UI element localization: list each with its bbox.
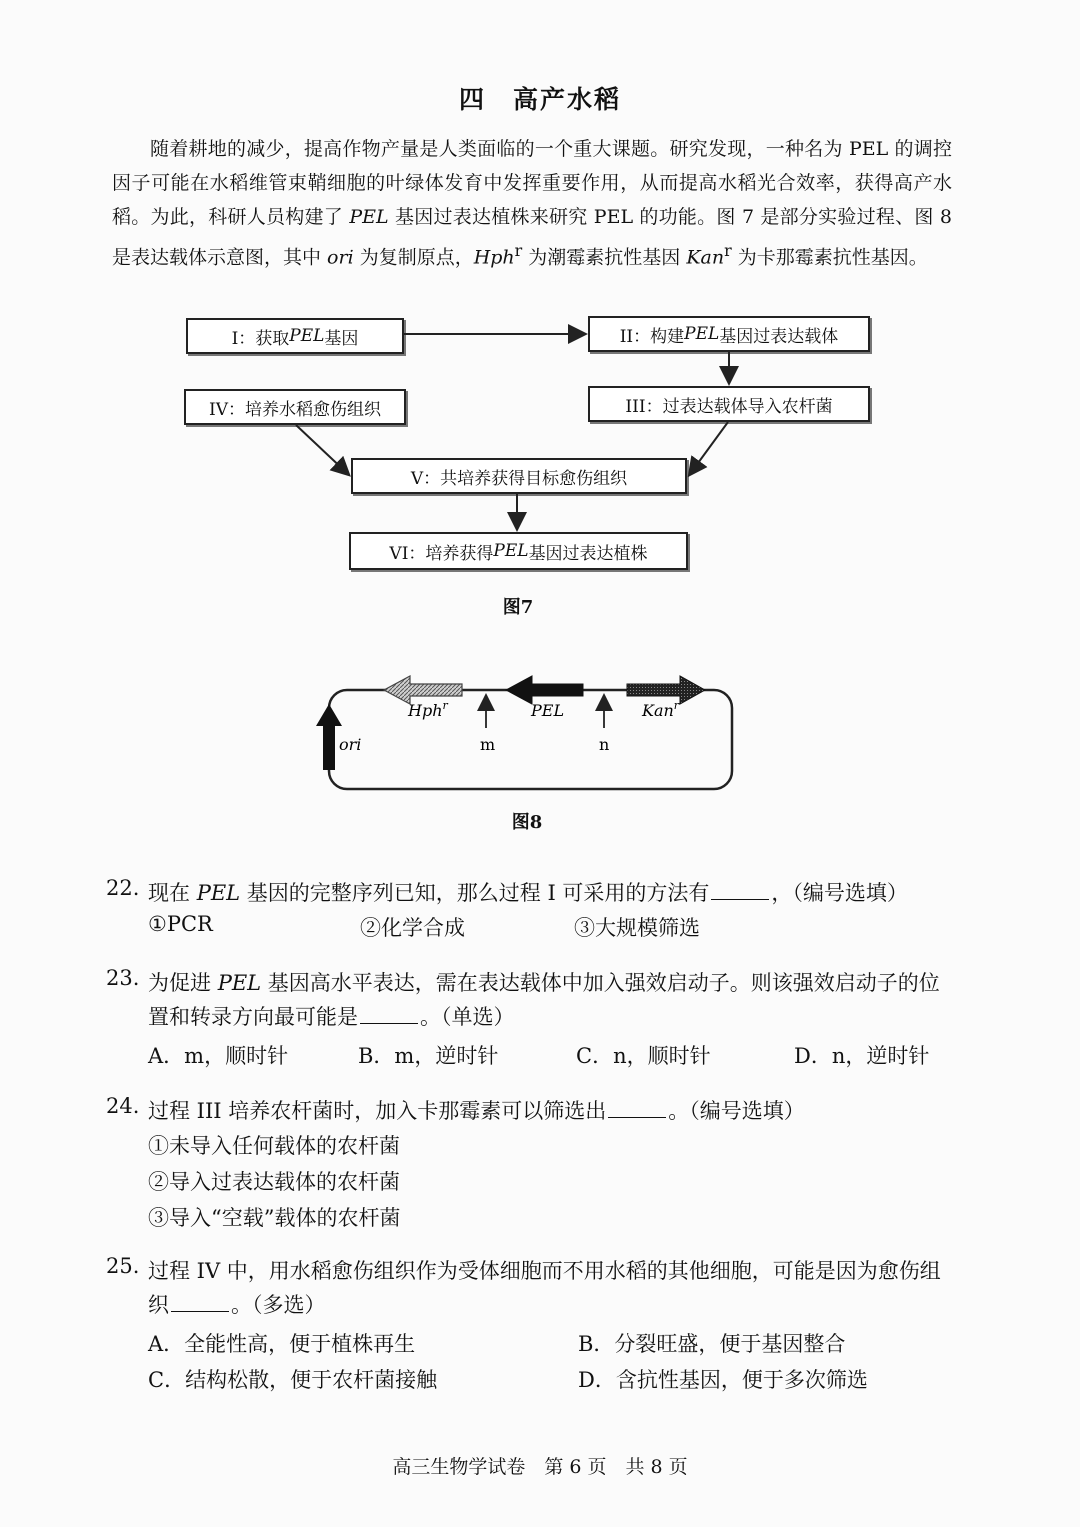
pel-gene-arrow [506, 676, 583, 704]
answer-blank[interactable] [171, 1291, 229, 1312]
intro-text: 随着耕地的减少，提高作物产量是人类面临的一个重大课题。研究发现，一种名为 PEL 的调控因子可能在水稻维管束鞘细胞的叶绿体发育中发挥重要作用，从而提高水稻光合效率，获得高产水稻。为此，科研人员构建了 [112, 138, 952, 228]
option-d: D．n，逆时针 [794, 1044, 930, 1068]
question-number: 23. [106, 966, 140, 990]
hph-gene-arrow [384, 676, 462, 704]
option-c: C．结构松散，便于农杆菌接触 [148, 1368, 438, 1392]
question-number: 24. [106, 1094, 140, 1118]
intro-text: 为复制原点， [353, 246, 474, 269]
option-b: B．分裂旺盛，便于基因整合 [578, 1332, 846, 1356]
hph-label: Hph$^r$ [408, 699, 448, 720]
site-n-label: n [599, 735, 610, 754]
kan-sup: r [724, 241, 732, 260]
figure-8-caption: 图8 [511, 812, 543, 833]
option-1: ①未导入任何载体的农杆菌 [148, 1134, 400, 1158]
option-d: D．含抗性基因，便于多次筛选 [578, 1368, 868, 1392]
step-2-box: II：构建 PEL 基因过表达载体 [588, 316, 870, 352]
option-a: A．全能性高，便于植株再生 [148, 1332, 416, 1356]
option-b: B．m，逆时针 [358, 1044, 499, 1068]
step-5-box: V：共培养获得目标愈伤组织 [351, 458, 687, 494]
answer-blank[interactable] [360, 1003, 418, 1024]
page-footer: 高三生物学试卷 第 6 页 共 8 页 [392, 1456, 688, 1478]
option-3: ③导入“空载”载体的农杆菌 [148, 1206, 401, 1230]
step-1-box: I：获取 PEL 基因 [186, 318, 404, 354]
hph-term: Hph [473, 246, 515, 269]
option-3: ③大规模筛选 [574, 916, 700, 940]
answer-blank[interactable] [711, 879, 769, 900]
intro-text: 为潮霉素抗性基因 [522, 246, 687, 269]
ori-label: ori [339, 735, 362, 754]
kan-gene-arrow [627, 676, 705, 704]
intro-text: 为卡那霉素抗性基因。 [731, 246, 928, 269]
plasmid-diagram [0, 660, 1080, 810]
hph-sup: r [514, 241, 523, 260]
kan-term: Kan [686, 246, 725, 269]
ori-term: ori [327, 246, 354, 269]
answer-blank[interactable] [608, 1097, 666, 1118]
kan-label: Kan$^r$ [642, 699, 680, 720]
step-4-box: IV：培养水稻愈伤组织 [184, 389, 406, 425]
site-m-label: m [480, 735, 496, 754]
option-2: ②化学合成 [360, 916, 465, 940]
flowchart-arrows [0, 0, 1080, 600]
option-1: ①PCR [148, 912, 213, 936]
option-c: C．n，顺时针 [576, 1044, 711, 1068]
figure-7-caption: 图7 [502, 597, 534, 618]
step-6-box: VI：培养获得 PEL 基因过表达植株 [349, 532, 688, 570]
question-number: 25. [106, 1254, 140, 1278]
section-title: 四 高产水稻 [458, 85, 621, 114]
gene-name: PEL [349, 206, 389, 228]
intro-text: 基因过表达植株来研究 PEL 的功能。图 7 是部分实验过程、图 8 是表达载体示意图，其中 [112, 206, 953, 269]
question-number: 22. [106, 876, 140, 900]
option-a: A．m，顺时针 [148, 1044, 289, 1068]
option-2: ②导入过表达载体的农杆菌 [148, 1170, 400, 1194]
pel-label: PEL [531, 701, 565, 720]
step-3-box: III：过表达载体导入农杆菌 [588, 386, 870, 422]
